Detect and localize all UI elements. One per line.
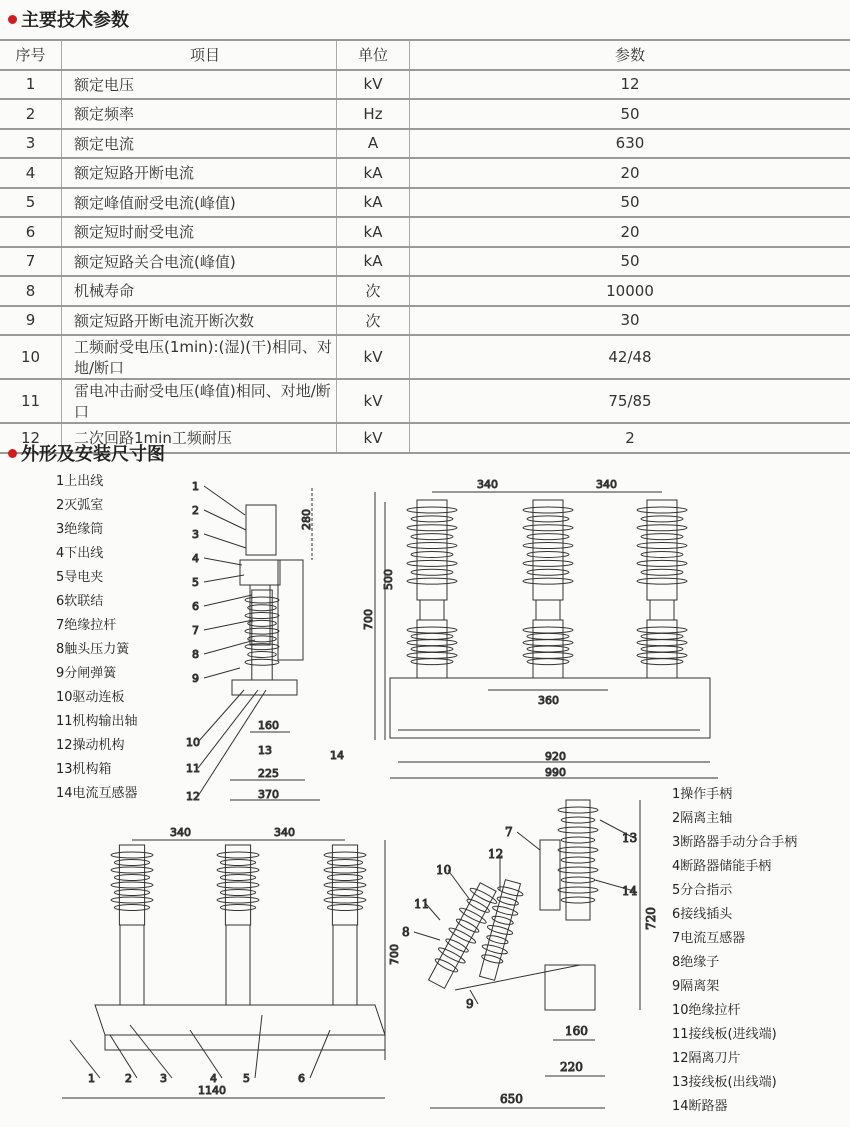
- callout-number: 6: [192, 600, 199, 613]
- dim-label: 370: [258, 788, 279, 801]
- row-value: 30: [410, 306, 850, 336]
- insulator-shed: [523, 525, 573, 531]
- insulator-shed: [407, 543, 457, 549]
- legend-item: 10驱动连板: [56, 690, 125, 705]
- insulator-shed: [111, 897, 153, 903]
- header-value: 参数: [410, 40, 850, 70]
- insulator-core: [429, 883, 497, 989]
- flange: [650, 600, 674, 620]
- insulator: [217, 845, 259, 925]
- leader-line: [600, 820, 634, 838]
- callout-number: 12: [186, 790, 200, 803]
- insulator-shed: [558, 807, 598, 813]
- callout-number: 1: [88, 1072, 95, 1085]
- interrupter-chamber: [246, 505, 276, 555]
- insulator-shed: [523, 543, 573, 549]
- legend-item: 9隔离架: [672, 979, 720, 994]
- insulator-shed: [486, 934, 509, 945]
- row-item: 额定频率: [62, 99, 337, 129]
- dim-label: 720: [644, 907, 658, 930]
- row-item: 额定短路开断电流开断次数: [62, 306, 337, 336]
- dim-label: 650: [500, 1092, 523, 1106]
- dim-label: 225: [258, 767, 279, 780]
- insulator-shed: [637, 652, 687, 658]
- insulator-shed: [324, 852, 366, 858]
- dim-label: 700: [362, 609, 375, 630]
- row-item: 工频耐受电压(1min):(湿)(干)相同、对地/断口: [62, 335, 337, 379]
- row-unit: kV: [337, 379, 410, 423]
- insulator-shed: [217, 867, 259, 873]
- row-item: 二次回路1min工频耐压: [62, 423, 337, 453]
- row-index: 2: [0, 99, 62, 129]
- insulator-shed: [558, 887, 598, 893]
- insulator-shed: [637, 578, 687, 584]
- terminal-block: [240, 560, 280, 585]
- legend-item: 1操作手柄: [672, 787, 733, 802]
- legend-item: 5分合指示: [672, 883, 733, 898]
- row-value: 2: [410, 423, 850, 453]
- callout-number: 13: [622, 831, 638, 845]
- insulator-shed: [407, 640, 457, 646]
- callout-number: 10: [186, 736, 200, 749]
- leader-line: [310, 1030, 330, 1078]
- insulator-core: [533, 500, 563, 600]
- legend-item: 11接线板(进线端): [672, 1027, 777, 1042]
- insulator-shed: [111, 882, 153, 888]
- current-transformer: [540, 840, 560, 910]
- leader-line: [448, 870, 470, 900]
- insulator-base: [333, 925, 357, 1005]
- insulator-core: [332, 845, 357, 925]
- callout-number: 7: [505, 825, 513, 839]
- insulator-shed: [217, 897, 259, 903]
- row-index: 7: [0, 247, 62, 277]
- insulator: [523, 500, 573, 600]
- leader-line: [204, 534, 246, 548]
- callout-number: 8: [192, 648, 199, 661]
- row-item: 额定短路开断电流: [62, 158, 337, 188]
- row-item: 额定峰值耐受电流(峰值): [62, 188, 337, 218]
- row-value: 630: [410, 129, 850, 159]
- leader-line: [204, 486, 245, 515]
- row-index: 9: [0, 306, 62, 336]
- row-index: 8: [0, 276, 62, 306]
- callout-number: 2: [192, 504, 199, 517]
- legend-item: 12隔离刀片: [672, 1051, 741, 1066]
- insulator-shed: [245, 659, 279, 665]
- side-view-drawing: [186, 480, 344, 803]
- callout-number: 14: [622, 884, 638, 898]
- dim-label: 160: [565, 1024, 588, 1038]
- leader-line: [517, 832, 540, 850]
- flange: [420, 600, 444, 620]
- dim-label: 340: [274, 826, 295, 839]
- callout-number: 11: [186, 762, 200, 775]
- legend-item: 13接线板(出线端): [672, 1075, 777, 1090]
- dim-label: 700: [388, 944, 401, 965]
- callout-number: 3: [192, 528, 199, 541]
- callout-number: 4: [192, 552, 199, 565]
- legend-item: 8绝缘子: [672, 955, 720, 970]
- leader-line: [204, 620, 253, 630]
- row-unit: kV: [337, 335, 410, 379]
- insulator: [407, 620, 457, 678]
- disconnector-drawing: [402, 800, 658, 1108]
- insulator-shed: [496, 895, 519, 906]
- legend-item: 10绝缘拉杆: [672, 1003, 741, 1018]
- insulator-shed: [523, 560, 573, 566]
- callout-number: 3: [160, 1072, 167, 1085]
- legend-item: 14断路器: [672, 1099, 728, 1114]
- dim-label: 920: [545, 750, 566, 763]
- insulator: [523, 620, 573, 678]
- section-title-text: 外形及安装尺寸图: [21, 444, 165, 465]
- insulator-shed: [324, 867, 366, 873]
- header-item: 项目: [62, 40, 337, 70]
- insulator-core: [225, 845, 250, 925]
- insulator-shed: [558, 867, 598, 873]
- dim-label: 1140: [198, 1084, 226, 1097]
- row-item: 额定短时耐受电流: [62, 217, 337, 247]
- row-item: 额定短路关合电流(峰值): [62, 247, 337, 277]
- callout-number: 11: [414, 897, 430, 911]
- legend-item: 3绝缘筒: [56, 522, 104, 537]
- callout-number: 2: [125, 1072, 132, 1085]
- insulator-shed: [523, 627, 573, 633]
- callout-number: 6: [298, 1072, 305, 1085]
- insulator-shed: [481, 953, 504, 964]
- leader-line: [204, 640, 255, 654]
- insulator-shed: [324, 882, 366, 888]
- insulator-shed: [637, 640, 687, 646]
- row-unit: 次: [337, 306, 410, 336]
- insulator-tilted: [475, 878, 526, 981]
- callout-number: 5: [243, 1072, 250, 1085]
- row-item: 雷电冲击耐受电压(峰值)相同、对地/断口: [62, 379, 337, 423]
- front-view-drawing: [362, 478, 718, 779]
- row-unit: kA: [337, 217, 410, 247]
- legend-item: 7电流互感器: [672, 931, 746, 946]
- legend-item: 6软联结: [56, 594, 104, 609]
- callout-number: 1: [192, 480, 199, 493]
- row-value: 50: [410, 99, 850, 129]
- row-item: 额定电压: [62, 70, 337, 100]
- row-item: 机械寿命: [62, 276, 337, 306]
- insulator-core: [533, 620, 563, 678]
- insulator-shed: [407, 578, 457, 584]
- legend-item: 3断路器手动分合手柄: [672, 835, 798, 850]
- insulator-shed: [637, 543, 687, 549]
- row-value: 42/48: [410, 335, 850, 379]
- dim-label: 340: [477, 478, 498, 491]
- insulator-shed: [558, 847, 598, 853]
- insulator-shed: [111, 852, 153, 858]
- insulator-core: [417, 500, 447, 600]
- row-unit: A: [337, 129, 410, 159]
- leader-line: [414, 932, 440, 940]
- isolation-frame: [455, 965, 580, 990]
- dim-label: 990: [545, 766, 566, 779]
- insulator-core: [647, 620, 677, 678]
- dim-label: 160: [258, 719, 279, 732]
- insulator-shed: [445, 937, 470, 954]
- leader-line: [204, 510, 246, 530]
- callout-number: 9: [466, 997, 474, 1011]
- insulator-core: [647, 500, 677, 600]
- insulator-core: [119, 845, 144, 925]
- legend-item: 14电流互感器: [56, 786, 138, 801]
- row-unit: kV: [337, 423, 410, 453]
- row-unit: Hz: [337, 99, 410, 129]
- leader-line: [130, 1025, 172, 1078]
- mechanism-box: [545, 965, 595, 1010]
- insulator-shed: [491, 915, 514, 926]
- legend-item: 5导电夹: [56, 570, 104, 585]
- row-unit: kV: [337, 70, 410, 100]
- base-frame: [95, 1005, 385, 1050]
- insulator-shed: [407, 652, 457, 658]
- callout-number: 4: [210, 1072, 217, 1085]
- legend-item: 4下出线: [56, 546, 104, 561]
- header-index: 序号: [0, 40, 62, 70]
- insulator-core: [417, 620, 447, 678]
- isometric-view-drawing: [62, 826, 401, 1098]
- insulator-shed: [637, 627, 687, 633]
- insulator-core: [480, 880, 521, 981]
- callout-number: 10: [436, 863, 452, 877]
- insulator: [111, 845, 153, 925]
- legend-item: 1上出线: [56, 474, 104, 489]
- legend-item: 12操动机构: [56, 738, 125, 753]
- header-unit: 单位: [337, 40, 410, 70]
- insulator-shed: [324, 897, 366, 903]
- insulator-shed: [407, 560, 457, 566]
- leader-line: [204, 575, 244, 582]
- dim-label: 280: [300, 509, 313, 530]
- row-unit: kA: [337, 188, 410, 218]
- leader-line: [255, 1015, 262, 1078]
- insulator-shed: [407, 627, 457, 633]
- legend-item: 2隔离主轴: [672, 811, 733, 826]
- leader-line: [110, 1035, 137, 1078]
- dim-label: 340: [596, 478, 617, 491]
- leader-line: [198, 690, 258, 768]
- callout-number: 8: [402, 925, 410, 939]
- legend-item: 7绝缘拉杆: [56, 618, 117, 633]
- insulator-shed: [434, 957, 459, 974]
- current-transformer: [278, 560, 303, 660]
- row-index: 12: [0, 423, 62, 453]
- leader-line: [70, 1040, 100, 1078]
- insulator: [475, 878, 526, 981]
- callout-number: 12: [488, 847, 504, 861]
- row-index: 5: [0, 188, 62, 218]
- insulator-shed: [637, 560, 687, 566]
- callout-number: 5: [192, 576, 199, 589]
- row-value: 20: [410, 158, 850, 188]
- row-value: 10000: [410, 276, 850, 306]
- dim-label: 13: [258, 744, 272, 757]
- dim-label: 340: [170, 826, 191, 839]
- row-index: 3: [0, 129, 62, 159]
- insulator: [637, 620, 687, 678]
- insulator-shed: [523, 652, 573, 658]
- callout-number: 7: [192, 624, 199, 637]
- insulator-shed: [217, 882, 259, 888]
- row-index: 1: [0, 70, 62, 100]
- legend-item: 13机构箱: [56, 762, 112, 777]
- row-value: 20: [410, 217, 850, 247]
- row-unit: 次: [337, 276, 410, 306]
- insulator-shed: [523, 640, 573, 646]
- leader-line: [426, 904, 440, 920]
- leader-line: [204, 558, 242, 565]
- row-value: 75/85: [410, 379, 850, 423]
- insulator: [558, 800, 598, 920]
- row-index: 10: [0, 335, 62, 379]
- dim-label: 14: [330, 749, 344, 762]
- insulator: [637, 500, 687, 600]
- row-unit: kA: [337, 158, 410, 188]
- insulator-shed: [523, 507, 573, 513]
- row-unit: kA: [337, 247, 410, 277]
- legend-item: 2灭弧室: [56, 498, 104, 513]
- legend-item: 11机构输出轴: [56, 714, 138, 729]
- row-item: 额定电流: [62, 129, 337, 159]
- insulator: [324, 845, 366, 925]
- insulator-shed: [523, 578, 573, 584]
- flange: [536, 600, 560, 620]
- insulator-shed: [637, 507, 687, 513]
- insulator-base: [120, 925, 144, 1005]
- insulator-shed: [407, 525, 457, 531]
- insulator-shed: [637, 525, 687, 531]
- insulator-shed: [407, 507, 457, 513]
- leader-line: [204, 668, 240, 678]
- base-frame: [390, 678, 710, 738]
- insulator-shed: [558, 827, 598, 833]
- insulator: [407, 500, 457, 600]
- row-value: 50: [410, 247, 850, 277]
- legend-item: 8触头压力簧: [56, 642, 130, 657]
- row-value: 50: [410, 188, 850, 218]
- insulator-core: [566, 800, 590, 920]
- legend-item: 6接线插头: [672, 907, 733, 922]
- row-value: 12: [410, 70, 850, 100]
- dim-label: 360: [538, 694, 559, 707]
- leader-line: [190, 1030, 222, 1078]
- insulator-shed: [455, 917, 480, 934]
- insulator-shed: [217, 852, 259, 858]
- insulator-base: [226, 925, 250, 1005]
- row-index: 11: [0, 379, 62, 423]
- section-title-text: 主要技术参数: [21, 10, 129, 31]
- dim-label: 220: [560, 1060, 583, 1074]
- dim-label: 500: [382, 569, 395, 590]
- legend-item: 9分闸弹簧: [56, 666, 117, 681]
- row-index: 6: [0, 217, 62, 247]
- row-index: 4: [0, 158, 62, 188]
- callout-number: 9: [192, 672, 199, 685]
- insulator-shed: [111, 867, 153, 873]
- legend-item: 4断路器储能手柄: [672, 859, 772, 874]
